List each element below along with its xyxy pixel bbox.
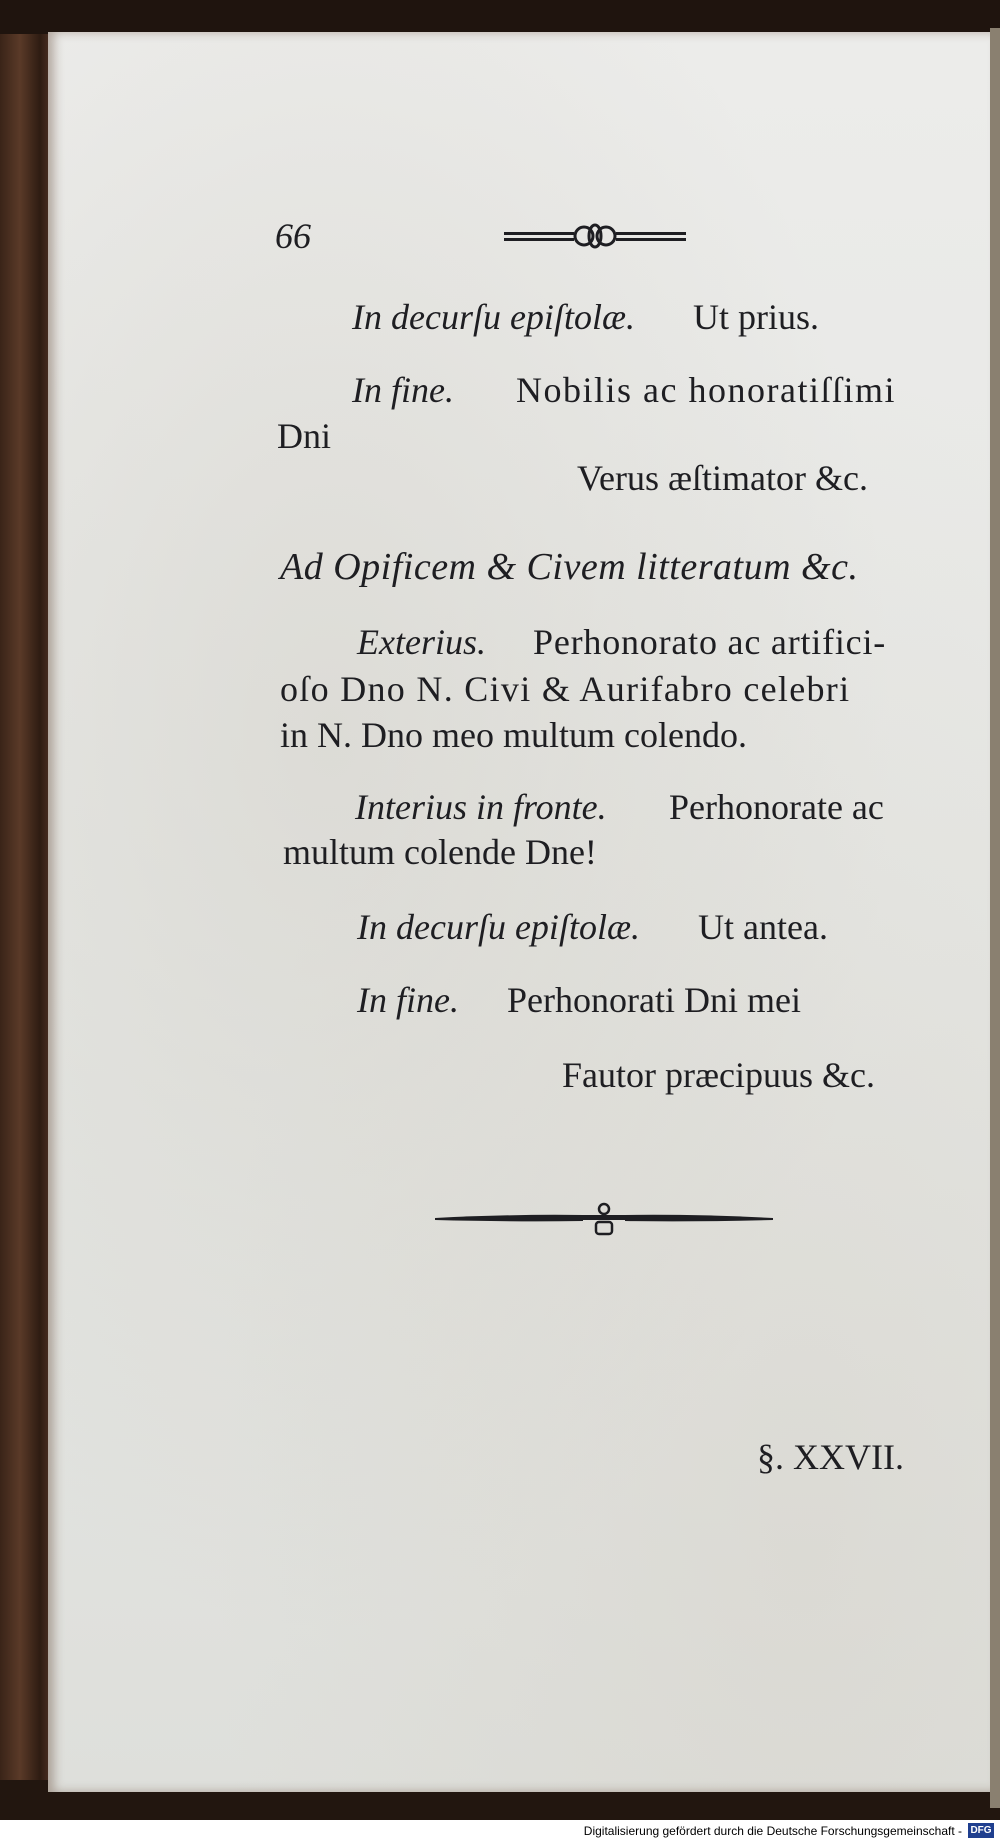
- line8-italic: Interius in fronte.: [355, 787, 607, 827]
- line11-italic: In fine.: [357, 980, 459, 1020]
- divider-ornament-icon: [433, 1200, 775, 1240]
- page-number: 66: [275, 216, 311, 256]
- line11-rest: Perhonorati Dni mei: [507, 980, 801, 1020]
- page-right-edge: [990, 28, 1000, 1808]
- line1-italic: In decurſu epiſtolæ.: [352, 297, 635, 337]
- line5-rest: Perhonorato ac artifici-: [533, 622, 887, 662]
- line5-italic: Exterius.: [357, 622, 486, 662]
- footer-credit: Digitalisierung gefördert durch die Deutsche Forschungsgemeinschaft -: [583, 1824, 962, 1838]
- line4: Verus æſtimator &c.: [577, 458, 868, 498]
- line2-rest: Nobilis ac honoratiſſimi: [516, 370, 896, 410]
- line12: Fautor præcipuus &c.: [562, 1055, 875, 1095]
- top-shadow: [0, 0, 1000, 34]
- catchword: §. XXVII.: [757, 1437, 904, 1477]
- line2-italic: In fine.: [352, 370, 454, 410]
- line6: oſo Dno N. Civi & Aurifabro celebri: [280, 669, 851, 709]
- line10-rest: Ut antea.: [698, 907, 828, 947]
- line9: multum colende Dne!: [283, 832, 597, 872]
- line1-rest: Ut prius.: [693, 297, 819, 337]
- line7: in N. Dno meo multum colendo.: [280, 715, 747, 755]
- line3: Dni: [277, 416, 331, 456]
- line10-italic: In decurſu epiſtolæ.: [357, 907, 640, 947]
- dfg-logo: DFG: [968, 1823, 994, 1838]
- section-heading: Ad Opificem & Civem litteratum &c.: [280, 546, 859, 588]
- header-ornament-icon: [500, 222, 690, 252]
- line8-rest: Perhonorate ac: [669, 787, 884, 827]
